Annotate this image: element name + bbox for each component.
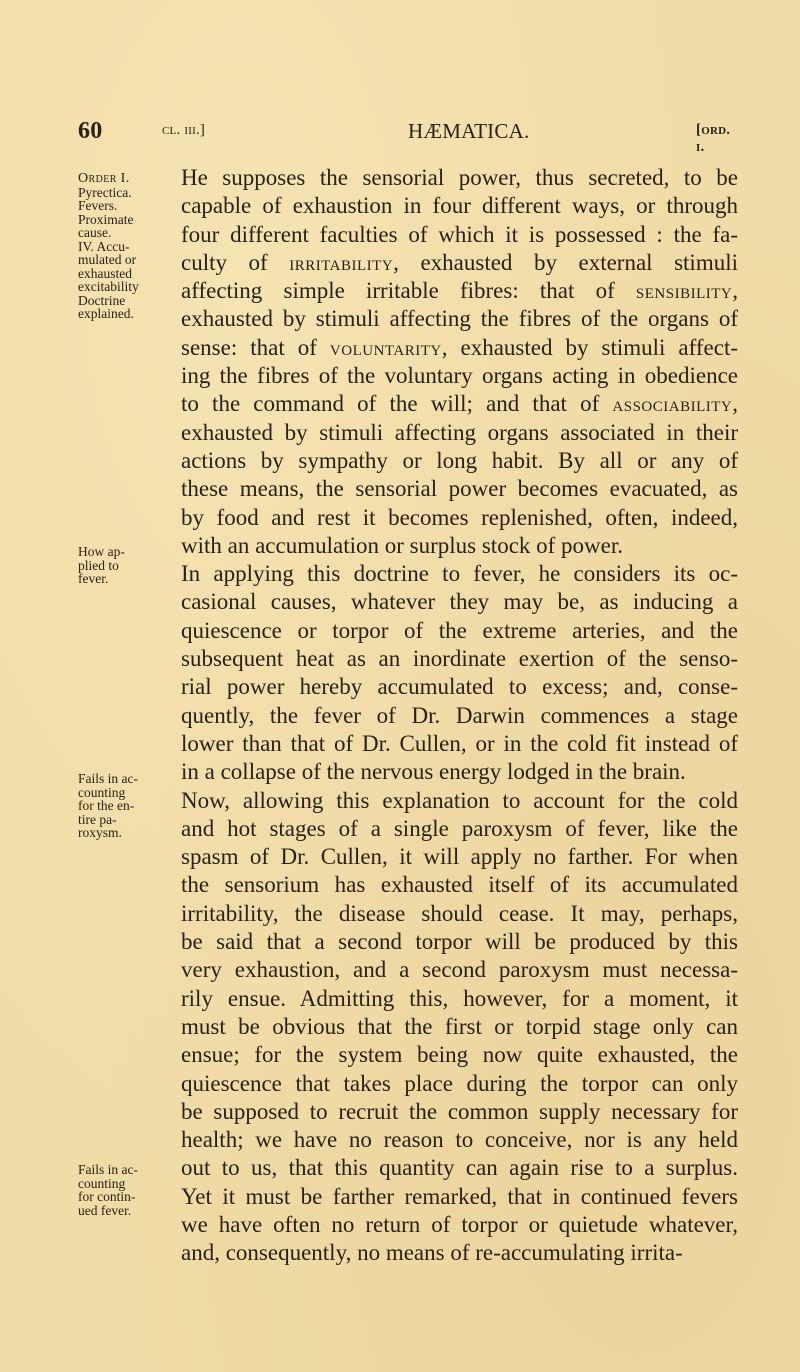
small-caps-term: sensibility bbox=[635, 279, 733, 304]
margin-note-line: fever. bbox=[78, 571, 109, 586]
class-label: cl. iii.] bbox=[162, 122, 206, 138]
text-line: capable of exhaustion in four different ways, or through bbox=[181, 193, 738, 219]
text-line: with an accumulation or surplus stock of power. bbox=[181, 532, 624, 558]
margin-note-line: cause. bbox=[78, 225, 112, 240]
text-line: quiescence or torpor of the extreme arteries, and the bbox=[181, 617, 738, 643]
text-line: four different faculties of which it is possessed : the fa- bbox=[181, 221, 738, 247]
margin-note-line: Fails in ac- bbox=[78, 771, 138, 786]
paragraph-applying-doctrine bbox=[155, 560, 738, 786]
text-line: spasm of Dr. Cullen, it will apply no farther. For when bbox=[181, 844, 738, 870]
margin-note-line: counting bbox=[78, 784, 126, 800]
margin-note-line: tire pa- bbox=[78, 811, 117, 827]
text-line: ing the fibres of the voluntary organs acting in obedience bbox=[181, 363, 738, 389]
small-caps-term: voluntarity bbox=[329, 335, 442, 360]
text-line: out to us, that this quantity can again rise to a surplus. bbox=[181, 1155, 738, 1181]
text-line: quiescence that takes place during the torpor can only bbox=[181, 1070, 738, 1096]
body-text bbox=[155, 164, 738, 1268]
margin-note-order-proximate-cause bbox=[78, 172, 154, 321]
text-line: to the command of the will; and that of associability, bbox=[181, 391, 738, 417]
margin-note-line: Fevers. bbox=[78, 198, 118, 213]
text-line: rily ensue. Admitting this, however, for a moment, it bbox=[181, 985, 738, 1011]
text-line: actions by sympathy or long habit. By all or any of bbox=[181, 447, 738, 473]
margin-note-line: counting bbox=[78, 1175, 126, 1191]
text-line: in a collapse of the nervous energy lodged in the brain. bbox=[181, 759, 686, 785]
text-line: sense: that of voluntarity, exhausted by stimuli affect- bbox=[181, 334, 738, 360]
text-line: and hot stages of a single paroxysm of fever, like the bbox=[181, 815, 738, 841]
text-line: exhausted by stimuli affecting organs associated in their bbox=[181, 419, 738, 445]
margin-note-line: IV. Accu- bbox=[78, 238, 130, 254]
text-line: must be obvious that the first or torpid stage only can bbox=[181, 1013, 738, 1039]
text-line: Yet it must be farther remarked, that in continued fevers bbox=[181, 1183, 738, 1209]
text-line: ensue; for the system being now quite exhausted, the bbox=[181, 1042, 738, 1068]
running-header bbox=[78, 118, 738, 155]
margin-note-line: mulated or bbox=[78, 252, 137, 267]
text-line: be supposed to recruit the common supply necessary for bbox=[181, 1098, 738, 1124]
text-line: health; we have no reason to conceive, nor is any held bbox=[181, 1127, 738, 1153]
text-line: rial power hereby accumulated to excess; and, conse- bbox=[181, 674, 738, 700]
margin-note-line: for the en- bbox=[78, 798, 135, 813]
margin-note-line: roxysm. bbox=[78, 825, 122, 840]
text-line: the sensorium has exhausted itself of its accumulated bbox=[181, 872, 738, 898]
text-line: affecting simple irritable fibres: that of sensibility, bbox=[181, 278, 738, 304]
margin-note-fails-continued-fever bbox=[78, 1163, 154, 1217]
margin-note-line: Proximate bbox=[78, 211, 134, 227]
margin-note-line: explained. bbox=[78, 306, 134, 321]
small-caps-term: irritability bbox=[289, 250, 394, 275]
margin-note-line: for contin- bbox=[78, 1189, 136, 1204]
text-line: He supposes the sensorial power, thus secreted, to be bbox=[181, 165, 738, 190]
page-number: 60 bbox=[78, 118, 103, 144]
margin-note-line: Order I. bbox=[78, 171, 130, 186]
running-title: HÆMATICA. bbox=[408, 119, 530, 143]
text-line: lower than that of Dr. Cullen, or in the cold fit instead of bbox=[181, 730, 738, 756]
margin-note-fails-paroxysm bbox=[78, 772, 154, 840]
margin-note-line: exhausted bbox=[78, 265, 132, 281]
text-line: irritability, the disease should cease. It may, perhaps, bbox=[181, 900, 738, 926]
text-line: these means, the sensorial power becomes evacuated, as bbox=[181, 476, 738, 502]
margin-note-line: plied to bbox=[78, 557, 119, 573]
text-line: be said that a second torpor will be produced by this bbox=[181, 929, 738, 955]
text-line: very exhaustion, and a second paroxysm must necessa- bbox=[181, 957, 738, 983]
margin-note-how-applied bbox=[78, 545, 154, 586]
margin-note-line: ued fever. bbox=[78, 1202, 132, 1218]
text-line: culty of irritability, exhausted by external stimuli bbox=[181, 249, 738, 275]
margin-note-line: Pyrectica. bbox=[78, 184, 132, 200]
text-line: Now, allowing this explanation to account for the cold bbox=[181, 787, 738, 813]
margin-note-line: excitability bbox=[78, 279, 139, 294]
small-caps-term: associability bbox=[612, 392, 733, 417]
text-line: casional causes, whatever they may be, as inducing a bbox=[181, 589, 738, 615]
text-line: In applying this doctrine to fever, he considers its oc- bbox=[181, 561, 738, 587]
margin-note-line: How ap- bbox=[78, 544, 125, 559]
text-line: by food and rest it becomes replenished, often, indeed, bbox=[181, 504, 738, 530]
order-label: [ord. i. bbox=[696, 122, 731, 155]
paragraph-allowing-explanation bbox=[155, 787, 738, 1268]
text-line: quently, the fever of Dr. Darwin commences a stage bbox=[181, 702, 738, 728]
margin-note-line: Fails in ac- bbox=[78, 1162, 138, 1177]
margin-note-line: Doctrine bbox=[78, 292, 126, 308]
text-line: subsequent heat as an inordinate exertion of the senso- bbox=[181, 646, 738, 672]
text-line: exhausted by stimuli affecting the fibres of the organs of bbox=[181, 306, 738, 332]
text-line: we have often no return of torpor or quietude whatever, bbox=[181, 1211, 738, 1237]
paragraph-sensorial-power bbox=[155, 164, 738, 560]
text-line: and, consequently, no means of re-accumulating irrita- bbox=[181, 1240, 683, 1266]
